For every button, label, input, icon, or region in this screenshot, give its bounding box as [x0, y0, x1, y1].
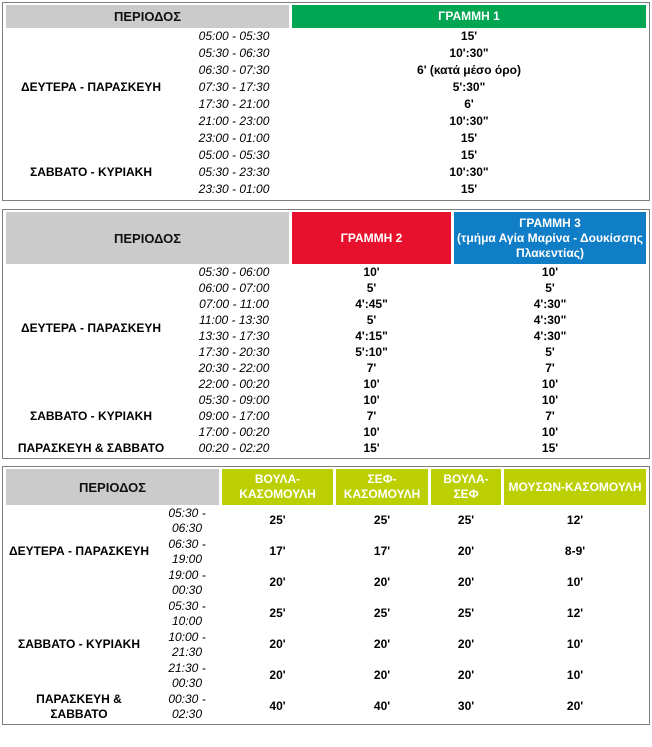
timetable-row	[6, 28, 646, 45]
line-header-label: ΓΡΑΜΜΗ 3	[519, 215, 581, 230]
frequency-value-cell: 10'	[541, 392, 559, 407]
line2-line3-column-header-1	[454, 212, 646, 264]
tram-routes-column-header-0	[222, 469, 333, 505]
period-cell: ΣΑΒΒΑΤΟ - ΚΥΡΙΑΚΗ	[30, 165, 152, 180]
timetable-row	[6, 264, 646, 280]
frequency-value-cell: 6' (κατά μέσο όρο)	[417, 63, 521, 78]
time-range-cell: 05:30 - 23:30	[198, 165, 270, 180]
frequency-value-cell: 5':10"	[355, 344, 388, 359]
period-cell: ΠΑΡΑΣΚΕΥΗ & ΣΑΒΒΑΤΟ	[36, 692, 122, 721]
time-range-cell: 21:00 - 23:00	[198, 114, 270, 129]
frequency-value-cell: 17'	[269, 544, 286, 559]
frequency-value-cell: 10'	[566, 575, 584, 590]
frequency-value-cell: 40'	[269, 699, 286, 714]
frequency-value-cell: 20'	[269, 575, 286, 590]
time-range-cell: 05:00 - 05:30	[198, 29, 270, 44]
frequency-value-cell: 5':30"	[452, 80, 486, 95]
frequency-value-cell: 15'	[460, 29, 478, 44]
line1-frequency-table-grid	[3, 5, 649, 198]
frequency-value-cell: 7'	[545, 408, 555, 423]
frequency-value-cell: 4':45"	[355, 296, 388, 311]
frequency-value-cell: 10'	[363, 392, 380, 407]
time-range-cell: 05:30 - 06:30	[198, 46, 270, 61]
line-header-label: ΣΕΦ-ΚΑΣΟΜΟΥΛΗ	[343, 472, 421, 501]
frequency-value-cell: 10'	[363, 264, 380, 279]
frequency-value-cell: 10':30"	[449, 165, 489, 180]
time-range-cell: 05:00 - 05:30	[198, 148, 270, 163]
timetable-row	[6, 392, 646, 408]
time-range-cell: 09:00 - 17:00	[198, 408, 270, 423]
line2-line3-frequency-table	[2, 209, 650, 459]
tram-routes-column-header-1	[336, 469, 428, 505]
period-cell: ΣΑΒΒΑΤΟ - ΚΥΡΙΑΚΗ	[18, 637, 140, 652]
line2-line3-column-header-0	[292, 212, 451, 264]
period-cell: ΔΕΥΤΕΡΑ - ΠΑΡΑΣΚΕΥΗ	[8, 544, 150, 559]
timetable-row	[6, 598, 646, 629]
frequency-value-cell: 25'	[457, 513, 475, 528]
time-range-cell: 17:30 - 20:30	[198, 344, 270, 359]
frequency-value-cell: 25'	[269, 606, 286, 621]
line-header-label: ΜΟΥΣΩΝ-ΚΑΣΟΜΟΥΛΗ	[508, 479, 642, 494]
timetable-row	[6, 147, 646, 164]
line2-line3-frequency-table-grid	[3, 212, 649, 456]
time-range-cell: 05:30 - 06:00	[198, 264, 270, 279]
line1-frequency-table	[2, 2, 650, 201]
frequency-value-cell: 5'	[366, 280, 377, 295]
frequency-value-cell: 20'	[457, 544, 475, 559]
transit-frequency-timetables	[0, 2, 652, 747]
frequency-value-cell: 20'	[457, 668, 475, 683]
frequency-value-cell: 20'	[373, 575, 391, 590]
period-column-header: ΠΕΡΙΟΔΟΣ	[6, 469, 219, 505]
period-column-header: ΠΕΡΙΟΔΟΣ	[6, 212, 289, 264]
time-range-cell: 06:00 - 07:00	[198, 280, 270, 295]
time-range-cell: 06:30 - 07:30	[198, 63, 270, 78]
frequency-value-cell: 15'	[460, 148, 478, 163]
time-range-cell: 22:00 - 00:20	[198, 376, 270, 391]
frequency-value-cell: 10'	[566, 668, 584, 683]
frequency-value-cell: 20'	[457, 575, 475, 590]
time-range-cell: 07:00 - 11:00	[199, 296, 269, 311]
period-cell: ΣΑΒΒΑΤΟ - ΚΥΡΙΑΚΗ	[30, 408, 152, 423]
frequency-value-cell: 15'	[460, 131, 478, 146]
time-range-cell: 06:30 - 19:00	[168, 537, 206, 566]
line-header-sublabel: (τμήμα Αγία Μαρίνα - Δουκίσσης Πλακεντίας)	[457, 230, 643, 260]
time-range-cell: 11:00 - 13:30	[199, 312, 269, 327]
time-range-cell: 05:30 - 09:00	[198, 392, 270, 407]
timetable-row	[6, 440, 646, 456]
frequency-value-cell: 20'	[566, 699, 584, 714]
frequency-value-cell: 10':30"	[449, 46, 489, 61]
frequency-value-cell: 10'	[566, 637, 584, 652]
frequency-value-cell: 20'	[373, 637, 391, 652]
tram-routes-column-header-3	[504, 469, 646, 505]
time-range-cell: 21:30 - 00:30	[168, 661, 206, 690]
time-range-cell: 23:00 - 01:00	[198, 131, 270, 146]
time-range-cell: 10:00 - 21:30	[168, 630, 206, 659]
line-header-label: ΓΡΑΜΜΗ 1	[438, 9, 500, 23]
time-range-cell: 05:30 - 10:00	[168, 599, 206, 628]
frequency-value-cell: 15'	[541, 440, 559, 455]
time-range-cell: 17:00 - 00:20	[198, 424, 270, 439]
period-cell: ΔΕΥΤΕΡΑ - ΠΑΡΑΣΚΕΥΗ	[20, 80, 162, 95]
frequency-value-cell: 25'	[373, 606, 391, 621]
time-range-cell: 13:30 - 17:30	[198, 328, 270, 343]
frequency-value-cell: 10'	[363, 376, 380, 391]
frequency-value-cell: 30'	[457, 699, 475, 714]
frequency-value-cell: 4':15"	[355, 328, 388, 343]
frequency-value-cell: 12'	[566, 513, 584, 528]
frequency-value-cell: 17'	[373, 544, 391, 559]
time-range-cell: 23:30 - 01:00	[198, 182, 270, 197]
frequency-value-cell: 10'	[541, 424, 559, 439]
time-range-cell: 17:30 - 21:00	[198, 97, 270, 112]
frequency-value-cell: 4':30"	[533, 328, 567, 343]
frequency-value-cell: 25'	[457, 606, 475, 621]
period-column-header: ΠΕΡΙΟΔΟΣ	[6, 5, 289, 28]
frequency-value-cell: 10':30"	[449, 114, 489, 129]
frequency-value-cell: 5'	[545, 280, 555, 295]
frequency-value-cell: 6'	[464, 97, 474, 112]
frequency-value-cell: 10'	[541, 376, 559, 391]
frequency-value-cell: 40'	[373, 699, 391, 714]
frequency-value-cell: 7'	[366, 360, 377, 375]
line-header-label: ΒΟΥΛΑ-ΣΕΦ	[443, 472, 489, 501]
frequency-value-cell: 25'	[269, 513, 286, 528]
frequency-value-cell: 10'	[541, 264, 559, 279]
time-range-cell: 05:30 - 06:30	[168, 506, 206, 535]
frequency-value-cell: 5'	[545, 344, 555, 359]
frequency-value-cell: 4':30"	[533, 312, 567, 327]
frequency-value-cell: 10'	[363, 424, 380, 439]
line1-column-header-0	[292, 5, 646, 28]
frequency-value-cell: 25'	[373, 513, 391, 528]
time-range-cell: 00:30 - 02:30	[168, 692, 206, 721]
period-cell: ΠΑΡΑΣΚΕΥΗ & ΣΑΒΒΑΤΟ	[17, 440, 165, 455]
frequency-value-cell: 4':30"	[533, 296, 567, 311]
tram-routes-frequency-table-grid	[3, 469, 649, 722]
frequency-value-cell: 7'	[545, 360, 555, 375]
line-header-label: ΓΡΑΜΜΗ 2	[340, 230, 403, 245]
frequency-value-cell: 8-9'	[564, 544, 586, 559]
frequency-value-cell: 20'	[269, 668, 286, 683]
tram-routes-column-header-2	[431, 469, 501, 505]
frequency-value-cell: 20'	[373, 668, 391, 683]
frequency-value-cell: 20'	[269, 637, 286, 652]
time-range-cell: 19:00 - 00:30	[168, 568, 206, 597]
time-range-cell: 07:30 - 17:30	[198, 80, 270, 95]
timetable-row	[6, 691, 646, 722]
frequency-value-cell: 15'	[363, 440, 380, 455]
line-header-label: ΒΟΥΛΑ-ΚΑΣΟΜΟΥΛΗ	[239, 472, 316, 501]
time-range-cell: 00:20 - 02:20	[198, 440, 270, 455]
header-row	[6, 5, 646, 28]
timetable-row	[6, 505, 646, 536]
period-cell: ΔΕΥΤΕΡΑ - ΠΑΡΑΣΚΕΥΗ	[20, 320, 162, 335]
header-row	[6, 469, 646, 505]
frequency-value-cell: 5'	[366, 312, 377, 327]
tram-routes-frequency-table	[2, 466, 650, 725]
frequency-value-cell: 7'	[366, 408, 377, 423]
frequency-value-cell: 15'	[460, 182, 478, 197]
frequency-value-cell: 12'	[566, 606, 584, 621]
frequency-value-cell: 20'	[457, 637, 475, 652]
time-range-cell: 20:30 - 22:00	[198, 360, 270, 375]
header-row	[6, 212, 646, 264]
